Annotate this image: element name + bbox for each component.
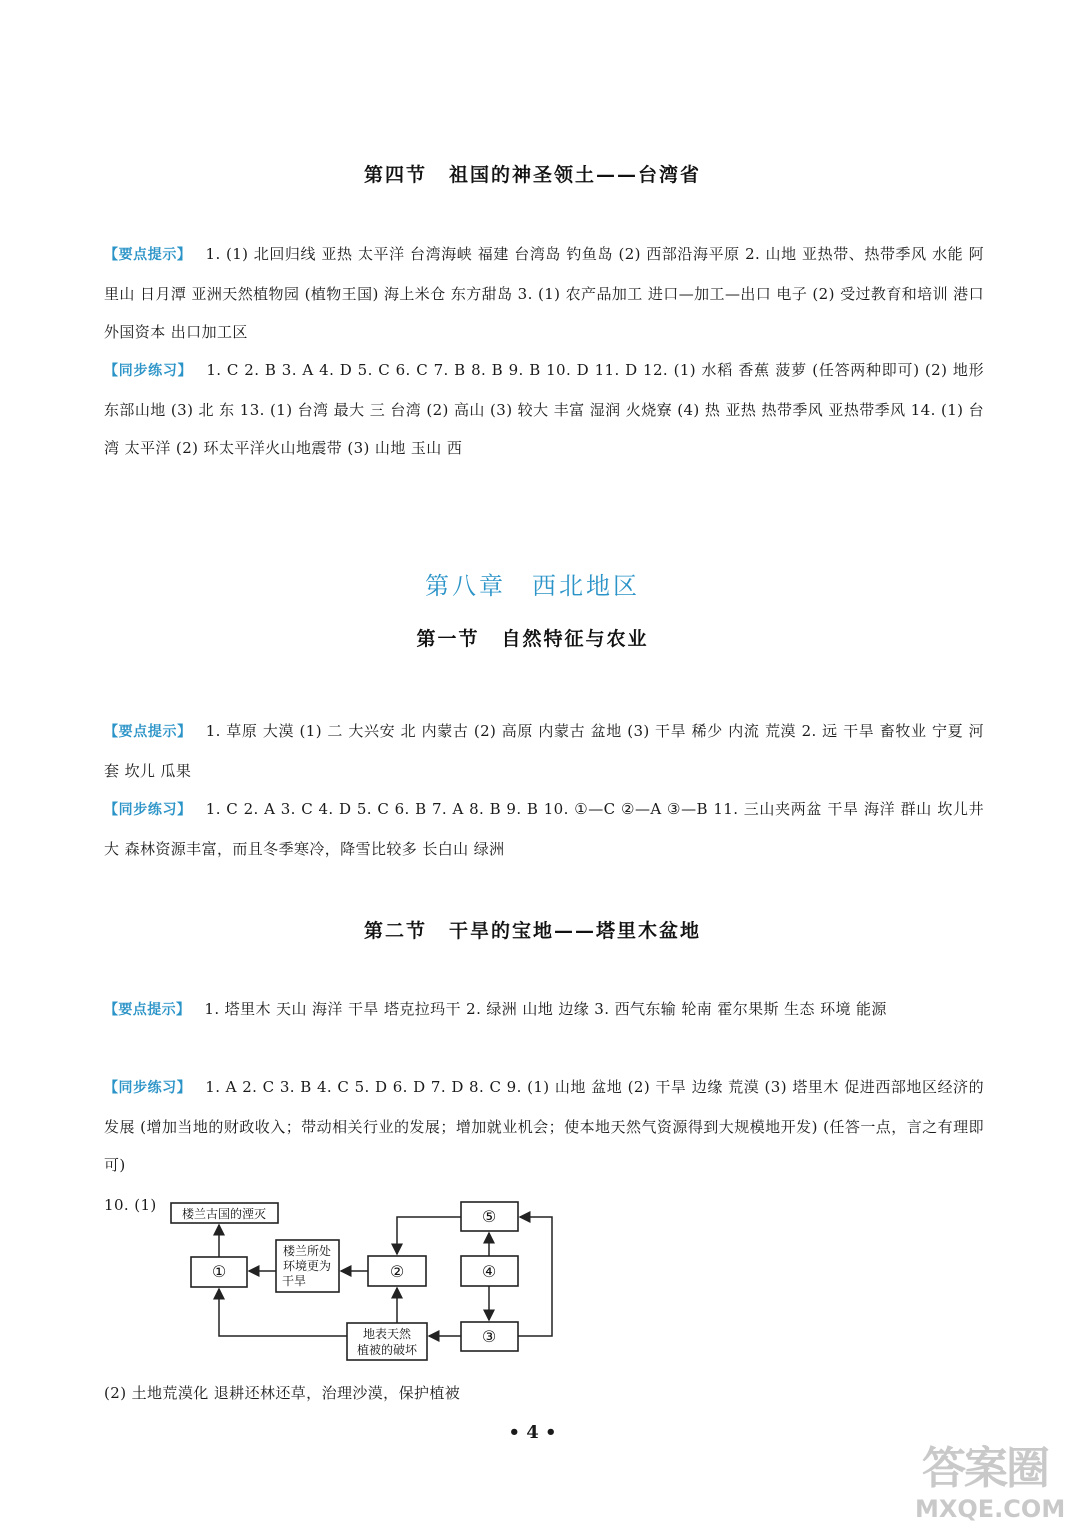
label-4: ④ [481,1262,497,1281]
label-1: ① [211,1262,227,1281]
label-env-line2: 环境更为 [282,1259,332,1273]
label-loulan-destroyed: 楼兰古国的湮灭 [181,1207,267,1221]
practice-text: 1. C 2. B 3. A 4. D 5. C 6. C 7. B 8. B 9. B 10. D 11. D 12. (1) 水稻 香蕉 菠萝 (任答两种即可) (2) 地形 东部山地 (3) 北 东 13. (1) 台湾 最大 三 台湾 (2) 高山 (3) 较大 丰富 湿润 火烧寮 (4) 热 亚热 热带季风 亚热带季风 14. (1) 台湾 太平洋 (2) 环太平洋火山地震带 (3) 山地 玉山 西 [104,361,984,458]
label-2: ② [389,1262,405,1281]
key-points-text: 1. (1) 北回归线 亚热 太平洋 台湾海峡 福建 台湾岛 钓鱼岛 (2) 西部沿海平原 2. 山地 亚热带、热带季风 水能 阿里山 日月潭 亚洲天然植物园 (植物王国) 海上米仓 东方甜岛 3. (1) 农产品加工 进口—加工—出口 电子 (2) 受过教育和培训 港口 外国资本 出口加工区 [104,245,984,342]
key-points-label: 【要点提示】 [104,1002,191,1018]
practice-text: 1. C 2. A 3. C 4. D 5. C 6. B 7. A 8. B 9. B 10. ①—C ②—A ③—B 11. 三山夹两盆 干旱 海洋 群山 坎儿井 大 森林资源丰富，而且冬季寒冷，降雪比较多 长白山 绿洲 [104,800,984,858]
section-name: 祖国的神圣领土——台湾省 [449,164,702,186]
label-env-line3: 干旱 [281,1274,307,1288]
key-points-label: 【要点提示】 [104,247,192,263]
practice-label: 【同步练习】 [104,1080,192,1096]
label-5: ⑤ [481,1207,497,1226]
practice-label: 【同步练习】 [104,363,193,379]
label-3: ③ [481,1327,497,1346]
section-number: 第一节 [416,628,480,650]
key-points-text: 1. 塔里木 天山 海洋 干旱 塔克拉玛干 2. 绿洲 山地 边缘 3. 西气东输 轮南 霍尔果斯 生态 环境 能源 [204,1000,887,1018]
key-points-label: 【要点提示】 [104,724,192,740]
practice-text: 1. A 2. C 3. B 4. C 5. D 6. D 7. D 8. C 9. (1) 山地 盆地 (2) 干旱 边缘 荒漠 (3) 塔里木 促进西部地区经济的发展 (增加当地的财政收入；带动相关行业的发展；增加就业机会；使本地天然气资源得到大规模地开发) (任答一点，言之有理即可) [104,1078,984,1175]
arrow-vegetation-to-1 [219,1289,347,1336]
key-points-text: 1. 草原 大漠 (1) 二 大兴安 北 内蒙古 (2) 高原 内蒙古 盆地 (3) 干旱 稀少 内流 荒漠 2. 远 干旱 畜牧业 宁夏 河套 坎儿 瓜果 [104,722,984,780]
practice-label: 【同步练习】 [104,802,192,818]
watermark-top-text: 答案圈 [922,1443,1048,1494]
watermark-logo [915,1442,1065,1532]
arrow-3-to-5 [518,1217,552,1336]
label-env-line1: 楼兰所处 [282,1244,332,1258]
chapter-number: 第八章 [425,572,506,600]
question-10-label: 10. (1) [104,1196,157,1214]
section-number: 第四节 [363,164,427,186]
watermark-bottom-text: MXQE.COM [915,1495,1065,1523]
arrow-5-to-2 [397,1217,461,1254]
page-number: • 4 • [508,1422,557,1443]
section-name: 干旱的宝地——塔里木盆地 [449,920,702,942]
chapter-name: 西北地区 [532,572,640,600]
label-veg-line1: 地表天然 [362,1327,412,1341]
question-10-2-answer: (2) 土地荒漠化 退耕还林还草，治理沙漠，保护植被 [104,1384,461,1402]
section-name: 自然特征与农业 [501,628,649,650]
label-veg-line2: 植被的破坏 [356,1343,418,1357]
section-number: 第二节 [363,920,427,942]
